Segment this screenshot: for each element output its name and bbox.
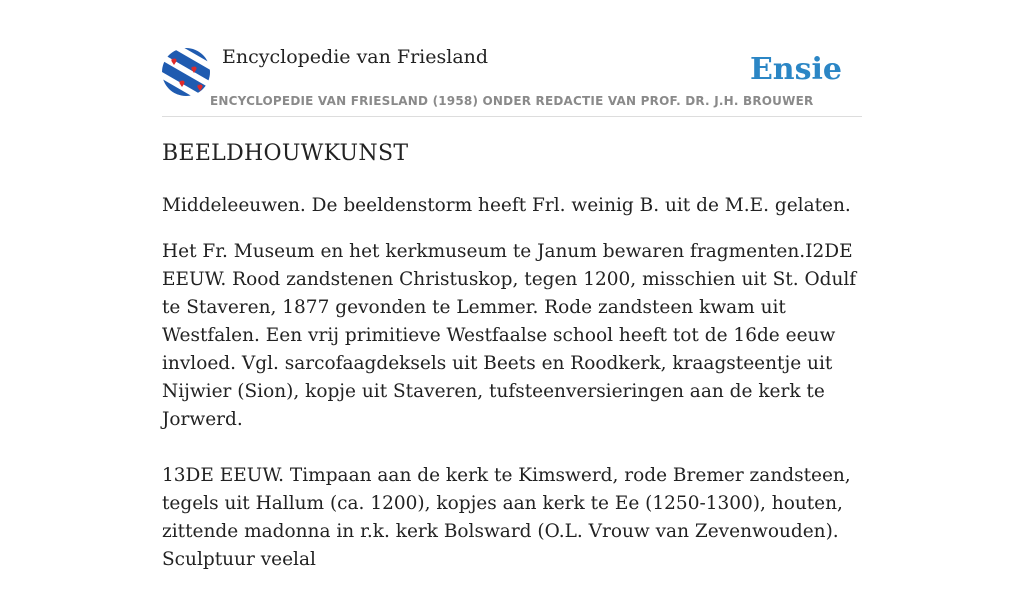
frisian-flag-icon[interactable] <box>162 48 210 96</box>
article-paragraph-2: 13DE EEUW. Timpaan aan de kerk te Kimswerd, rode Bremer zandsteen, tegels uit Hallum (ca. 1200), kopjes aan kerk te Ee (1250-1300), houten, zittende madonna in r.k. kerk Bolsward (O.L. Vrouw van Zevenwouden). Sculptuur veelal <box>162 465 851 570</box>
article-title: BEELDHOUWKUNST <box>162 141 409 166</box>
article-paragraph-1: Het Fr. Museum en het kerkmuseum te Janum bewaren fragmenten.I2DE EEUW. Rood zandstenen Christuskop, tegen 1200, misschien uit St. Odulf te Staveren, 1877 gevonden te Lemmer. Rode zandsteen kwam uit Westfalen. Een vrij primitieve Westfaalse school heeft tot de 16de eeuw invloed. Vgl. sarcofaagdeksels uit Beets en Roodkerk, kraagsteentje uit Nijwier (Sion), kopje uit Staveren, tufsteenversieringen aan de kerk te Jorwerd. <box>162 241 857 430</box>
paragraph-spacer <box>162 434 862 462</box>
article <box>162 138 862 592</box>
article-intro: Middeleeuwen. De beeldenstorm heeft Frl. weinig B. uit de M.E. gelaten. <box>162 195 851 216</box>
site-header <box>162 44 862 117</box>
site-title[interactable]: Encyclopedie van Friesland <box>222 46 489 68</box>
ensie-brand-link[interactable]: Ensie <box>749 52 842 87</box>
site-subtitle: ENCYCLOPEDIE VAN FRIESLAND (1958) ONDER REDACTIE VAN PROF. DR. J.H. BROUWER <box>210 94 814 108</box>
